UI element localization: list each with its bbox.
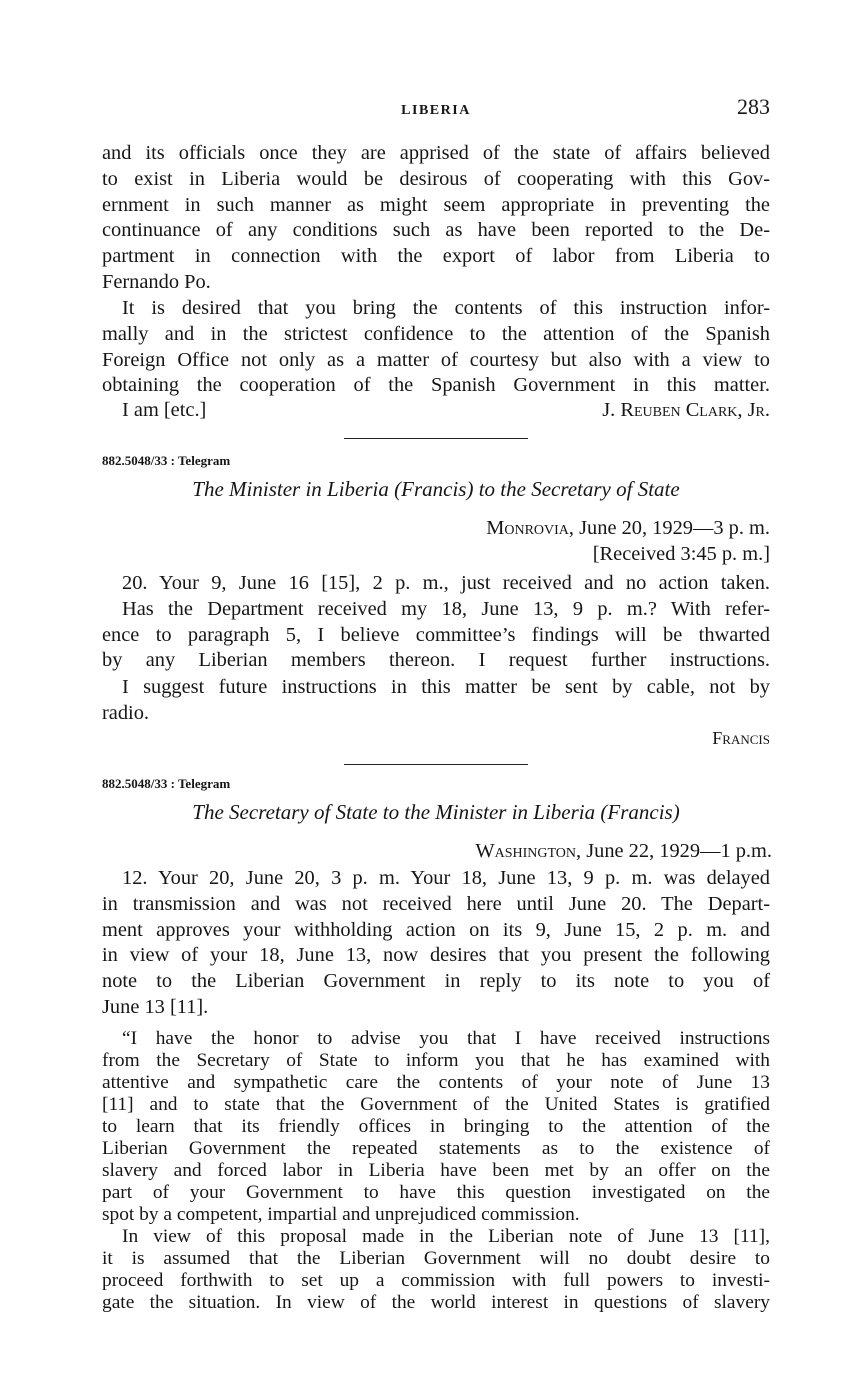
text-line: mally and in the strictest confidence to the attention of the Spanish — [102, 322, 770, 345]
instruction-paragraph-2 — [102, 296, 770, 399]
telegram-paragraph-2 — [102, 675, 770, 727]
dateline-place: Monrovia — [486, 517, 569, 539]
text-line: by any Liberian members thereon. I request further instructions. — [102, 649, 770, 672]
signature: Francis — [712, 728, 770, 748]
text-line: 20. Your 9, June 16 [15], 2 p. m., just received and no action taken. — [122, 572, 770, 594]
text-line: I suggest future instructions in this matter be sent by cable, not by — [122, 676, 770, 698]
file-number: 882.5048/33 : Telegram — [102, 776, 231, 791]
quoted-note-paragraph-1 — [102, 1028, 770, 1226]
closing-line — [102, 399, 770, 425]
text-line: Has the Department received my 18, June 13, 9 p. m.? With refer- — [122, 597, 770, 620]
text-line: It is desired that you bring the contents of this instruction infor- — [122, 297, 770, 319]
dateline — [475, 840, 772, 863]
text-line: [11] and to state that the Government of the United States is gratified — [102, 1094, 770, 1115]
quoted-note-paragraph-2 — [102, 1226, 770, 1314]
text-line: attentive and sympathetic care the contents of your note of June 13 — [102, 1072, 770, 1093]
closing-text: I am [etc.] — [122, 399, 207, 421]
text-line: Fernando Po. — [102, 270, 211, 293]
text-line: to learn that its friendly offices in bringing to the attention of the — [102, 1116, 770, 1137]
text-line: In view of this proposal made in the Liberian note of June 13 [11], — [122, 1226, 770, 1247]
page-number: 283 — [737, 94, 770, 119]
text-line: “I have the honor to advise you that I have received instructions — [122, 1028, 770, 1049]
text-line: slavery and forced labor in Liberia have been met by an offer on the — [102, 1160, 770, 1181]
text-line: ence to paragraph 5, I believe committee’s findings will be thwarted — [102, 623, 770, 646]
page-header — [102, 94, 770, 126]
text-line: June 13 [11]. — [102, 995, 209, 1018]
section-divider — [344, 438, 528, 439]
dateline-date: , June 20, 1929—3 p. m. — [568, 517, 770, 539]
text-line: partment in connection with the export of labor from Liberia to — [102, 245, 770, 268]
signature: J. Reuben Clark, Jr. — [602, 399, 770, 421]
instruction-paragraph-continued — [102, 141, 770, 296]
text-line: in transmission and was not received here until June 20. The Depart- — [102, 892, 770, 915]
text-line: proceed forthwith to set up a commission with full powers to investi- — [102, 1270, 770, 1291]
text-line: to exist in Liberia would be desirous of cooperating with this Gov- — [102, 167, 770, 190]
text-line: ernment in such manner as might seem appropriate in preventing the — [102, 193, 770, 216]
text-line: ment approves your withholding action on its 9, June 15, 2 p. m. and — [102, 918, 770, 941]
text-line: and its officials once they are apprised of the state of affairs believed — [102, 142, 770, 164]
running-head: LIBERIA — [401, 103, 471, 118]
dateline — [486, 517, 770, 540]
section-divider — [344, 764, 528, 765]
text-line: part of your Government to have this question investigated on the — [102, 1182, 770, 1203]
document-title: The Secretary of State to the Minister in Liberia (Francis) — [192, 800, 680, 824]
text-line: note to the Liberian Government in reply to its note to you of — [102, 970, 770, 993]
text-line: continuance of any conditions such as have been reported to the De- — [102, 219, 770, 242]
received-line: [Received 3:45 p. m.] — [592, 543, 770, 565]
text-line: Foreign Office not only as a matter of courtesy but also with a view to — [102, 348, 770, 371]
telegram-paragraph-1 — [102, 866, 770, 1021]
text-line: it is assumed that the Liberian Government will no doubt desire to — [102, 1248, 770, 1269]
dateline-place: Washington — [475, 840, 577, 862]
text-line: Liberian Government the repeated statements as to the existence of — [102, 1138, 770, 1159]
telegram-paragraph-1 — [102, 571, 770, 674]
text-line: from the Secretary of State to inform you that he has examined with — [102, 1050, 770, 1071]
dateline-date: , June 22, 1929—1 p.m. — [576, 840, 772, 862]
text-line: obtaining the cooperation of the Spanish Government in this matter. — [102, 374, 770, 397]
document-title: The Minister in Liberia (Francis) to the Secretary of State — [192, 477, 680, 501]
text-line: radio. — [102, 701, 149, 724]
text-line: 12. Your 20, June 20, 3 p. m. Your 18, June 13, 9 p. m. was delayed — [122, 867, 770, 889]
text-line: in view of your 18, June 13, now desires that you present the following — [102, 944, 770, 967]
file-number: 882.5048/33 : Telegram — [102, 453, 231, 468]
text-line: gate the situation. In view of the world interest in questions of slavery — [102, 1292, 770, 1313]
text-line: spot by a competent, impartial and unprejudiced commission. — [102, 1204, 580, 1225]
